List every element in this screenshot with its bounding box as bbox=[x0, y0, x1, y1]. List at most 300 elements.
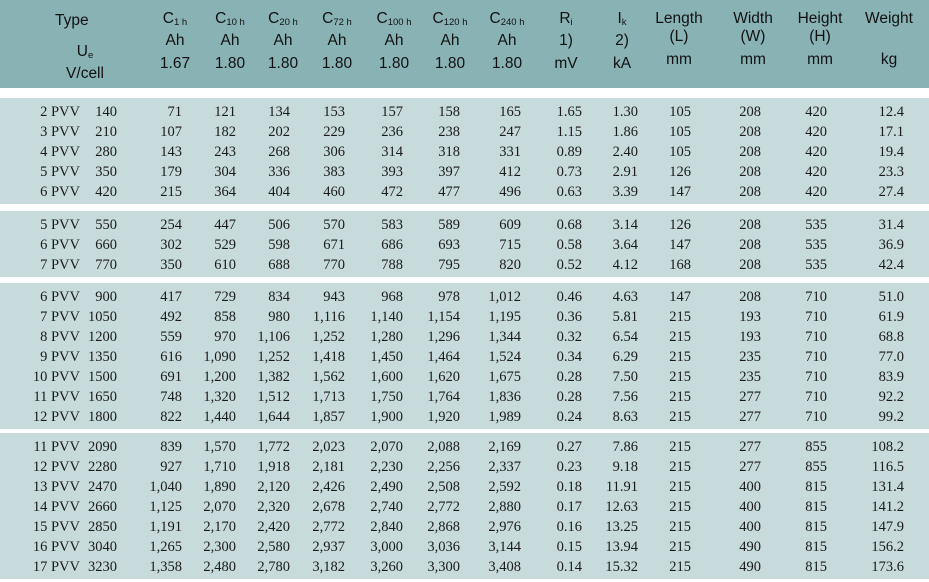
table-row bbox=[0, 517, 929, 537]
cell-type-capacity: 1500 bbox=[88, 369, 117, 385]
cell-value: 11.91 bbox=[605, 479, 638, 495]
cell-type: 15 PVV bbox=[32, 519, 80, 535]
cell-value: 1,750 bbox=[370, 389, 403, 405]
cell-value: 131.4 bbox=[871, 479, 904, 495]
cell-value: 1,620 bbox=[427, 369, 460, 385]
cell-value: 447 bbox=[214, 217, 236, 233]
cell-type: 11 PVV bbox=[33, 439, 80, 455]
cell-value: 2,772 bbox=[312, 519, 345, 535]
cell-value: 147 bbox=[669, 237, 691, 253]
cell-value: 36.9 bbox=[878, 237, 904, 253]
cell-value: 815 bbox=[805, 559, 827, 575]
cell-value: 1,140 bbox=[370, 309, 403, 325]
cell-value: 710 bbox=[805, 309, 827, 325]
cell-value: 215 bbox=[669, 329, 691, 345]
cell-value: 710 bbox=[805, 369, 827, 385]
cell-value: 0.17 bbox=[556, 499, 582, 515]
cell-value: 2,256 bbox=[427, 459, 460, 475]
cell-value: 193 bbox=[739, 329, 761, 345]
cell-value: 215 bbox=[669, 459, 691, 475]
cell-value: 2,480 bbox=[203, 559, 236, 575]
cell-value: 0.32 bbox=[556, 329, 582, 345]
cell-type: 9 PVV bbox=[40, 349, 80, 365]
table-row bbox=[0, 477, 929, 497]
header-col-value: 1.80 bbox=[491, 55, 523, 72]
cell-value: 383 bbox=[323, 164, 345, 180]
header-col-value: 1.80 bbox=[267, 55, 299, 72]
cell-value: 0.23 bbox=[556, 459, 582, 475]
cell-value: 143 bbox=[160, 144, 182, 160]
cell-value: 535 bbox=[805, 237, 827, 253]
cell-value: 0.46 bbox=[556, 289, 582, 305]
cell-value: 1,154 bbox=[427, 309, 460, 325]
header-col-unit: (L) bbox=[669, 28, 689, 45]
cell-value: 492 bbox=[160, 309, 182, 325]
cell-value: 535 bbox=[805, 217, 827, 233]
cell-value: 393 bbox=[381, 164, 403, 180]
cell-value: 208 bbox=[739, 104, 761, 120]
cell-value: 2,580 bbox=[257, 539, 290, 555]
cell-value: 0.68 bbox=[556, 217, 582, 233]
header-col-unit: Ah bbox=[220, 32, 240, 49]
cell-type-capacity: 660 bbox=[95, 237, 117, 253]
cell-value: 0.27 bbox=[556, 439, 582, 455]
cell-value: 820 bbox=[499, 257, 521, 273]
cell-type: 7 PVV bbox=[40, 309, 80, 325]
cell-value: 306 bbox=[323, 144, 345, 160]
cell-value: 61.9 bbox=[878, 309, 904, 325]
table-row bbox=[0, 367, 929, 387]
cell-value: 417 bbox=[160, 289, 182, 305]
header-col-9 bbox=[639, 10, 719, 69]
header-type-label: Type bbox=[55, 12, 89, 29]
cell-value: 2,337 bbox=[488, 459, 521, 475]
cell-value: 397 bbox=[438, 164, 460, 180]
cell-value: 2,300 bbox=[203, 539, 236, 555]
header-col-11 bbox=[780, 10, 860, 69]
cell-value: 815 bbox=[805, 519, 827, 535]
cell-value: 254 bbox=[160, 217, 182, 233]
cell-value: 0.36 bbox=[556, 309, 582, 325]
cell-type: 3 PVV bbox=[40, 124, 80, 140]
cell-value: 108.2 bbox=[871, 439, 904, 455]
cell-value: 236 bbox=[381, 124, 403, 140]
table-row bbox=[0, 557, 929, 577]
cell-type-capacity: 350 bbox=[95, 164, 117, 180]
cell-type-capacity: 2850 bbox=[88, 519, 117, 535]
cell-value: 336 bbox=[268, 164, 290, 180]
cell-value: 943 bbox=[323, 289, 345, 305]
cell-value: 2,426 bbox=[312, 479, 345, 495]
header-col-value: mm bbox=[807, 51, 833, 68]
cell-value: 1,772 bbox=[257, 439, 290, 455]
cell-value: 121 bbox=[214, 104, 236, 120]
cell-type-capacity: 3230 bbox=[88, 559, 117, 575]
cell-value: 1,450 bbox=[370, 349, 403, 365]
cell-value: 710 bbox=[805, 289, 827, 305]
cell-value: 7.56 bbox=[612, 389, 638, 405]
cell-value: 215 bbox=[669, 559, 691, 575]
table-group bbox=[0, 283, 929, 429]
cell-value: 318 bbox=[438, 144, 460, 160]
cell-value: 0.89 bbox=[556, 144, 582, 160]
cell-value: 147 bbox=[669, 289, 691, 305]
cell-value: 1,512 bbox=[257, 389, 290, 405]
cell-value: 1,562 bbox=[312, 369, 345, 385]
cell-value: 1,344 bbox=[488, 329, 521, 345]
cell-value: 208 bbox=[739, 257, 761, 273]
header-col-unit: 2) bbox=[615, 32, 629, 49]
cell-value: 1,600 bbox=[370, 369, 403, 385]
cell-type: 5 PVV bbox=[40, 217, 80, 233]
cell-type: 16 PVV bbox=[32, 539, 80, 555]
cell-value: 2,840 bbox=[370, 519, 403, 535]
header-col-unit: (H) bbox=[809, 28, 831, 45]
cell-value: 277 bbox=[739, 409, 761, 425]
cell-type: 13 PVV bbox=[32, 479, 80, 495]
cell-value: 1,191 bbox=[149, 519, 182, 535]
cell-value: 729 bbox=[214, 289, 236, 305]
cell-value: 179 bbox=[160, 164, 182, 180]
header-ue-symbol: $U_e$ bbox=[76, 43, 94, 61]
table-row bbox=[0, 235, 929, 255]
table-row bbox=[0, 537, 929, 557]
cell-value: 616 bbox=[160, 349, 182, 365]
cell-type-capacity: 210 bbox=[95, 124, 117, 140]
table-row bbox=[0, 102, 929, 122]
cell-value: 12.63 bbox=[605, 499, 638, 515]
cell-type: 17 PVV bbox=[32, 559, 80, 575]
cell-value: 815 bbox=[805, 479, 827, 495]
cell-type-capacity: 2280 bbox=[88, 459, 117, 475]
cell-value: 1,524 bbox=[488, 349, 521, 365]
header-col-symbol: $R_i$ bbox=[559, 10, 573, 28]
header-col-value: mm bbox=[666, 51, 692, 68]
cell-type-capacity: 1350 bbox=[88, 349, 117, 365]
cell-value: 157 bbox=[381, 104, 403, 120]
cell-value: 710 bbox=[805, 329, 827, 345]
cell-value: 77.0 bbox=[878, 349, 904, 365]
cell-value: 3,408 bbox=[488, 559, 521, 575]
table-row bbox=[0, 497, 929, 517]
cell-value: 855 bbox=[805, 459, 827, 475]
cell-type: 4 PVV bbox=[40, 144, 80, 160]
cell-value: 404 bbox=[268, 184, 290, 200]
cell-value: 2,230 bbox=[370, 459, 403, 475]
header-col-value: 1.67 bbox=[159, 55, 191, 72]
cell-value: 0.18 bbox=[556, 479, 582, 495]
header-col-value: 1.80 bbox=[214, 55, 246, 72]
cell-value: 748 bbox=[160, 389, 182, 405]
header-col-value: kg bbox=[880, 51, 898, 68]
cell-value: 215 bbox=[669, 499, 691, 515]
cell-value: 215 bbox=[669, 479, 691, 495]
cell-value: 1.65 bbox=[556, 104, 582, 120]
header-col-unit: 1) bbox=[559, 32, 573, 49]
cell-value: 1,252 bbox=[312, 329, 345, 345]
cell-value: 105 bbox=[669, 144, 691, 160]
cell-value: 2,170 bbox=[203, 519, 236, 535]
cell-value: 7.50 bbox=[612, 369, 638, 385]
cell-value: 99.2 bbox=[878, 409, 904, 425]
cell-value: 1,280 bbox=[370, 329, 403, 345]
cell-value: 51.0 bbox=[878, 289, 904, 305]
cell-value: 855 bbox=[805, 439, 827, 455]
table-row bbox=[0, 215, 929, 235]
cell-value: 153 bbox=[323, 104, 345, 120]
cell-value: 4.12 bbox=[612, 257, 638, 273]
cell-type-capacity: 140 bbox=[95, 104, 117, 120]
header-col-symbol: $C_{10 h}$ bbox=[215, 10, 245, 28]
cell-value: 2,868 bbox=[427, 519, 460, 535]
cell-value: 1,440 bbox=[203, 409, 236, 425]
cell-type: 14 PVV bbox=[32, 499, 80, 515]
cell-type-capacity: 1050 bbox=[88, 309, 117, 325]
cell-value: 247 bbox=[499, 124, 521, 140]
table-row bbox=[0, 327, 929, 347]
table-row bbox=[0, 122, 929, 142]
table-row bbox=[0, 407, 929, 427]
table-row bbox=[0, 287, 929, 307]
cell-value: 141.2 bbox=[871, 499, 904, 515]
cell-value: 400 bbox=[739, 519, 761, 535]
cell-value: 0.15 bbox=[556, 539, 582, 555]
cell-value: 215 bbox=[669, 369, 691, 385]
cell-value: 156.2 bbox=[871, 539, 904, 555]
cell-value: 165 bbox=[499, 104, 521, 120]
cell-value: 688 bbox=[268, 257, 290, 273]
table-row bbox=[0, 255, 929, 275]
cell-value: 2,320 bbox=[257, 499, 290, 515]
cell-value: 235 bbox=[739, 369, 761, 385]
header-type bbox=[55, 12, 115, 30]
cell-value: 208 bbox=[739, 144, 761, 160]
cell-value: 970 bbox=[214, 329, 236, 345]
header-col-unit: Ah bbox=[327, 32, 347, 49]
cell-value: 3,144 bbox=[488, 539, 521, 555]
cell-value: 0.34 bbox=[556, 349, 582, 365]
cell-value: 215 bbox=[669, 389, 691, 405]
cell-value: 1,764 bbox=[427, 389, 460, 405]
cell-value: 490 bbox=[739, 539, 761, 555]
cell-value: 1,125 bbox=[149, 499, 182, 515]
cell-value: 268 bbox=[268, 144, 290, 160]
cell-value: 3,300 bbox=[427, 559, 460, 575]
cell-value: 1,418 bbox=[312, 349, 345, 365]
header-col-value: mV bbox=[554, 55, 578, 72]
cell-value: 2,023 bbox=[312, 439, 345, 455]
cell-value: 583 bbox=[381, 217, 403, 233]
cell-value: 0.58 bbox=[556, 237, 582, 253]
cell-value: 9.18 bbox=[612, 459, 638, 475]
table-row bbox=[0, 182, 929, 202]
cell-type-capacity: 1650 bbox=[88, 389, 117, 405]
header-col-symbol: $C_{120 h}$ bbox=[432, 10, 468, 28]
cell-value: 83.9 bbox=[878, 369, 904, 385]
header-col-unit: (W) bbox=[740, 28, 766, 45]
cell-value: 1,570 bbox=[203, 439, 236, 455]
cell-value: 788 bbox=[381, 257, 403, 273]
cell-value: 215 bbox=[669, 539, 691, 555]
header-col-12 bbox=[849, 10, 929, 69]
cell-value: 1,265 bbox=[149, 539, 182, 555]
cell-value: 506 bbox=[268, 217, 290, 233]
table-row bbox=[0, 162, 929, 182]
cell-type-capacity: 2660 bbox=[88, 499, 117, 515]
cell-value: 412 bbox=[499, 164, 521, 180]
cell-value: 215 bbox=[669, 439, 691, 455]
header-col-unit: Ah bbox=[497, 32, 517, 49]
cell-value: 23.3 bbox=[878, 164, 904, 180]
cell-type-capacity: 2090 bbox=[88, 439, 117, 455]
cell-type: 6 PVV bbox=[40, 184, 80, 200]
cell-value: 208 bbox=[739, 289, 761, 305]
table-row bbox=[0, 142, 929, 162]
cell-value: 3,260 bbox=[370, 559, 403, 575]
cell-type: 2 PVV bbox=[40, 104, 80, 120]
cell-value: 168 bbox=[669, 257, 691, 273]
cell-value: 490 bbox=[739, 559, 761, 575]
cell-value: 71 bbox=[167, 104, 182, 120]
cell-value: 350 bbox=[160, 257, 182, 273]
cell-value: 134 bbox=[268, 104, 290, 120]
cell-value: 2.91 bbox=[612, 164, 638, 180]
cell-value: 1,358 bbox=[149, 559, 182, 575]
table-header bbox=[0, 0, 929, 88]
cell-value: 208 bbox=[739, 164, 761, 180]
cell-value: 671 bbox=[323, 237, 345, 253]
cell-value: 364 bbox=[214, 184, 236, 200]
cell-value: 5.81 bbox=[612, 309, 638, 325]
cell-value: 6.29 bbox=[612, 349, 638, 365]
cell-value: 598 bbox=[268, 237, 290, 253]
cell-type-capacity: 1200 bbox=[88, 329, 117, 345]
cell-value: 834 bbox=[268, 289, 290, 305]
cell-value: 472 bbox=[381, 184, 403, 200]
cell-value: 420 bbox=[805, 184, 827, 200]
cell-value: 147 bbox=[669, 184, 691, 200]
cell-type: 6 PVV bbox=[40, 237, 80, 253]
cell-value: 215 bbox=[669, 349, 691, 365]
cell-value: 1,090 bbox=[203, 349, 236, 365]
header-col-symbol: $C_{20 h}$ bbox=[268, 10, 298, 28]
cell-value: 715 bbox=[499, 237, 521, 253]
cell-value: 1,116 bbox=[312, 309, 345, 325]
table-row bbox=[0, 457, 929, 477]
cell-value: 31.4 bbox=[878, 217, 904, 233]
cell-value: 1,106 bbox=[257, 329, 290, 345]
cell-value: 2,678 bbox=[312, 499, 345, 515]
cell-value: 173.6 bbox=[871, 559, 904, 575]
cell-type: 8 PVV bbox=[40, 329, 80, 345]
cell-type-capacity: 900 bbox=[95, 289, 117, 305]
cell-value: 0.24 bbox=[556, 409, 582, 425]
cell-value: 1,836 bbox=[488, 389, 521, 405]
cell-value: 795 bbox=[438, 257, 460, 273]
cell-value: 1.30 bbox=[612, 104, 638, 120]
cell-value: 0.28 bbox=[556, 369, 582, 385]
cell-value: 0.16 bbox=[556, 519, 582, 535]
header-col-unit: Ah bbox=[165, 32, 185, 49]
header-col-unit bbox=[849, 28, 929, 46]
cell-value: 243 bbox=[214, 144, 236, 160]
cell-value: 7.86 bbox=[612, 439, 638, 455]
cell-value: 0.14 bbox=[556, 559, 582, 575]
cell-value: 126 bbox=[669, 217, 691, 233]
cell-value: 2,181 bbox=[312, 459, 345, 475]
cell-value: 770 bbox=[323, 257, 345, 273]
cell-value: 2,070 bbox=[203, 499, 236, 515]
table-row bbox=[0, 307, 929, 327]
cell-value: 116.5 bbox=[871, 459, 904, 475]
cell-value: 1,675 bbox=[488, 369, 521, 385]
cell-value: 302 bbox=[160, 237, 182, 253]
table-group bbox=[0, 98, 929, 204]
cell-value: 691 bbox=[160, 369, 182, 385]
cell-value: 1.15 bbox=[556, 124, 582, 140]
cell-value: 978 bbox=[438, 289, 460, 305]
cell-value: 1,900 bbox=[370, 409, 403, 425]
cell-value: 68.8 bbox=[878, 329, 904, 345]
cell-value: 400 bbox=[739, 479, 761, 495]
cell-value: 331 bbox=[499, 144, 521, 160]
cell-value: 693 bbox=[438, 237, 460, 253]
cell-value: 238 bbox=[438, 124, 460, 140]
cell-value: 2,508 bbox=[427, 479, 460, 495]
cell-value: 609 bbox=[499, 217, 521, 233]
cell-value: 1,296 bbox=[427, 329, 460, 345]
header-col-unit: Ah bbox=[384, 32, 404, 49]
cell-value: 815 bbox=[805, 499, 827, 515]
header-col-symbol: Weight bbox=[865, 10, 913, 27]
cell-value: 3,182 bbox=[312, 559, 345, 575]
cell-value: 2.40 bbox=[612, 144, 638, 160]
cell-value: 529 bbox=[214, 237, 236, 253]
cell-value: 535 bbox=[805, 257, 827, 273]
table-row bbox=[0, 387, 929, 407]
cell-type-capacity: 1800 bbox=[88, 409, 117, 425]
cell-value: 1,644 bbox=[257, 409, 290, 425]
cell-value: 277 bbox=[739, 459, 761, 475]
table-group bbox=[0, 211, 929, 277]
cell-value: 229 bbox=[323, 124, 345, 140]
cell-value: 1,713 bbox=[312, 389, 345, 405]
cell-value: 0.73 bbox=[556, 164, 582, 180]
cell-type-capacity: 770 bbox=[95, 257, 117, 273]
cell-value: 2,088 bbox=[427, 439, 460, 455]
cell-type: 7 PVV bbox=[40, 257, 80, 273]
cell-value: 208 bbox=[739, 237, 761, 253]
header-col-symbol: Length bbox=[655, 10, 703, 27]
cell-value: 158 bbox=[438, 104, 460, 120]
cell-value: 215 bbox=[669, 309, 691, 325]
header-ue bbox=[55, 43, 115, 83]
cell-value: 8.63 bbox=[612, 409, 638, 425]
cell-value: 496 bbox=[499, 184, 521, 200]
cell-value: 304 bbox=[214, 164, 236, 180]
cell-value: 17.1 bbox=[878, 124, 904, 140]
cell-value: 19.4 bbox=[878, 144, 904, 160]
cell-value: 3,036 bbox=[427, 539, 460, 555]
cell-value: 105 bbox=[669, 124, 691, 140]
header-col-value: 1.80 bbox=[321, 55, 353, 72]
cell-value: 1,989 bbox=[488, 409, 521, 425]
header-col-symbol: $C_{240 h}$ bbox=[489, 10, 525, 28]
cell-type-capacity: 3040 bbox=[88, 539, 117, 555]
cell-value: 710 bbox=[805, 409, 827, 425]
header-col-symbol: $C_{1 h}$ bbox=[162, 10, 188, 28]
header-col-symbol: $C_{100 h}$ bbox=[376, 10, 412, 28]
